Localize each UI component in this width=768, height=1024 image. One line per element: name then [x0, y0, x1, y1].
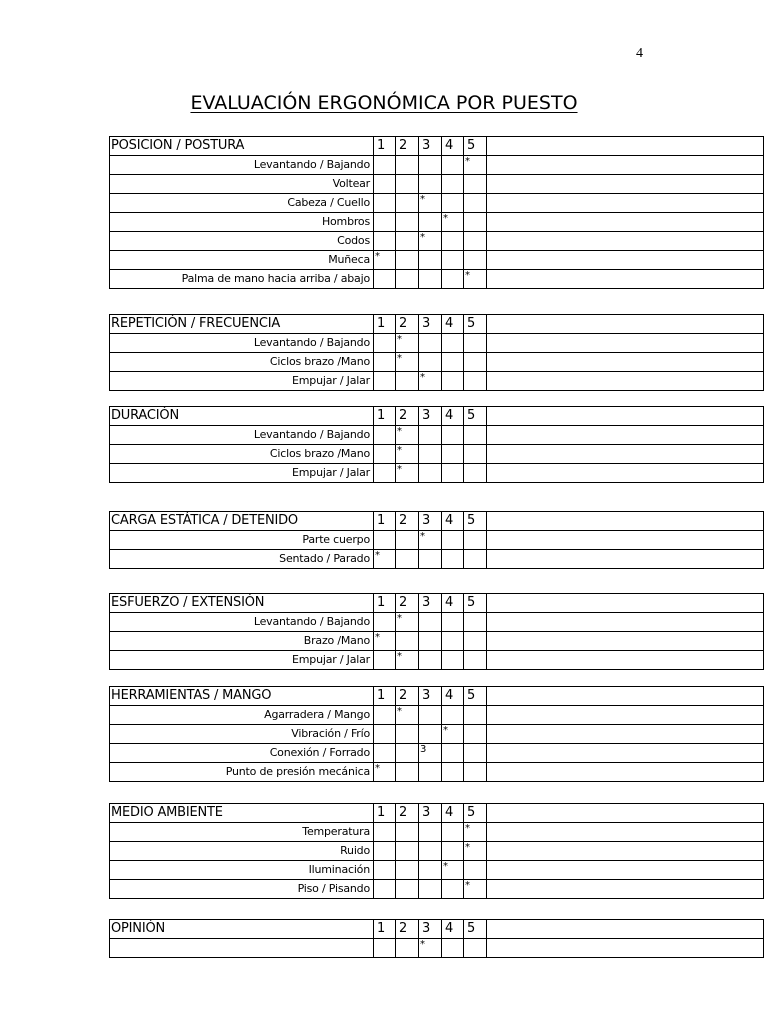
rating-cell-1 [374, 426, 396, 445]
section-title: DURACIÓN [110, 407, 374, 426]
notes-cell [487, 880, 764, 899]
rating-cell-5 [464, 372, 487, 391]
rating-cell-1 [374, 939, 396, 958]
notes-cell [487, 744, 764, 763]
rating-cell-1: * [374, 550, 396, 569]
rating-cell-1 [374, 372, 396, 391]
table-row [110, 613, 764, 632]
table-row [110, 550, 764, 569]
rating-cell-5: * [464, 270, 487, 289]
item-label: Levantando / Bajando [110, 334, 374, 353]
rating-cell-4 [442, 651, 464, 670]
scale-header-4: 4 [442, 407, 464, 426]
rating-cell-1 [374, 613, 396, 632]
rating-cell-1 [374, 194, 396, 213]
rating-cell-2 [396, 531, 419, 550]
rating-cell-5 [464, 232, 487, 251]
notes-cell [487, 251, 764, 270]
rating-cell-1 [374, 175, 396, 194]
notes-cell [487, 725, 764, 744]
scale-header-1: 1 [374, 512, 396, 531]
rating-cell-5 [464, 194, 487, 213]
table-row [110, 464, 764, 483]
section-table [109, 314, 764, 391]
item-label: Temperatura [110, 823, 374, 842]
scale-header-3: 3 [419, 804, 442, 823]
rating-cell-4 [442, 613, 464, 632]
rating-cell-3: 3 [419, 744, 442, 763]
rating-cell-3 [419, 550, 442, 569]
rating-cell-2 [396, 744, 419, 763]
item-label: Agarradera / Mango [110, 706, 374, 725]
notes-cell [487, 315, 764, 334]
rating-cell-3 [419, 156, 442, 175]
item-label: Hombros [110, 213, 374, 232]
rating-cell-4 [442, 372, 464, 391]
rating-cell-3 [419, 842, 442, 861]
rating-cell-3 [419, 651, 442, 670]
table-row [110, 880, 764, 899]
scale-header-1: 1 [374, 804, 396, 823]
item-label: Sentado / Parado [110, 550, 374, 569]
rating-cell-2 [396, 156, 419, 175]
scale-header-4: 4 [442, 804, 464, 823]
notes-cell [487, 939, 764, 958]
rating-cell-1 [374, 880, 396, 899]
rating-cell-5 [464, 251, 487, 270]
scale-header-3: 3 [419, 594, 442, 613]
scale-header-4: 4 [442, 137, 464, 156]
table-row [110, 823, 764, 842]
notes-cell [487, 353, 764, 372]
table-row [110, 372, 764, 391]
rating-cell-2 [396, 823, 419, 842]
notes-cell [487, 156, 764, 175]
rating-cell-1 [374, 213, 396, 232]
rating-cell-5 [464, 763, 487, 782]
notes-cell [487, 531, 764, 550]
scale-header-2: 2 [396, 137, 419, 156]
item-label: Levantando / Bajando [110, 156, 374, 175]
rating-cell-3 [419, 353, 442, 372]
notes-cell [487, 842, 764, 861]
section-header-row [110, 687, 764, 706]
rating-cell-4 [442, 232, 464, 251]
scale-header-5: 5 [464, 137, 487, 156]
notes-cell [487, 372, 764, 391]
rating-cell-2 [396, 194, 419, 213]
scale-header-5: 5 [464, 315, 487, 334]
rating-cell-2 [396, 861, 419, 880]
rating-cell-4 [442, 445, 464, 464]
rating-cell-2 [396, 175, 419, 194]
rating-cell-3 [419, 175, 442, 194]
scale-header-3: 3 [419, 512, 442, 531]
rating-cell-3 [419, 880, 442, 899]
rating-cell-3 [419, 334, 442, 353]
section-header-row [110, 804, 764, 823]
rating-cell-3 [419, 464, 442, 483]
scale-header-2: 2 [396, 407, 419, 426]
rating-cell-5 [464, 939, 487, 958]
rating-cell-2: * [396, 353, 419, 372]
rating-cell-2: * [396, 334, 419, 353]
rating-cell-5 [464, 861, 487, 880]
rating-cell-2: * [396, 445, 419, 464]
rating-cell-2 [396, 842, 419, 861]
item-label: Punto de presión mecánica [110, 763, 374, 782]
section-title: ESFUERZO / EXTENSIÓN [110, 594, 374, 613]
section-title: OPINIÓN [110, 920, 374, 939]
rating-cell-1: * [374, 251, 396, 270]
table-row [110, 426, 764, 445]
rating-cell-2 [396, 725, 419, 744]
table-row [110, 334, 764, 353]
item-label: Palma de mano hacia arriba / abajo [110, 270, 374, 289]
rating-cell-3 [419, 426, 442, 445]
notes-cell [487, 687, 764, 706]
rating-cell-4 [442, 706, 464, 725]
rating-cell-4: * [442, 213, 464, 232]
section-table [109, 919, 764, 958]
scale-header-4: 4 [442, 920, 464, 939]
rating-cell-4 [442, 353, 464, 372]
rating-cell-3 [419, 632, 442, 651]
rating-cell-2 [396, 251, 419, 270]
table-row [110, 270, 764, 289]
rating-cell-3: * [419, 232, 442, 251]
rating-cell-4 [442, 744, 464, 763]
section-header-row [110, 594, 764, 613]
notes-cell [487, 213, 764, 232]
rating-cell-2 [396, 213, 419, 232]
rating-cell-5 [464, 426, 487, 445]
item-label: Conexión / Forrado [110, 744, 374, 763]
notes-cell [487, 763, 764, 782]
notes-cell [487, 613, 764, 632]
scale-header-1: 1 [374, 315, 396, 334]
scale-header-2: 2 [396, 315, 419, 334]
notes-cell [487, 594, 764, 613]
rating-cell-1 [374, 232, 396, 251]
section-header-row [110, 407, 764, 426]
table-row [110, 939, 764, 958]
table-row [110, 194, 764, 213]
section-title: CARGA ESTÁTICA / DETENIDO [110, 512, 374, 531]
rating-cell-1 [374, 842, 396, 861]
scale-header-5: 5 [464, 594, 487, 613]
section-table [109, 511, 764, 569]
rating-cell-4 [442, 194, 464, 213]
rating-cell-5 [464, 550, 487, 569]
rating-cell-5 [464, 706, 487, 725]
item-label: Brazo /Mano [110, 632, 374, 651]
item-label: Ciclos brazo /Mano [110, 445, 374, 464]
rating-cell-2 [396, 270, 419, 289]
scale-header-1: 1 [374, 137, 396, 156]
rating-cell-1 [374, 445, 396, 464]
rating-cell-4: * [442, 861, 464, 880]
rating-cell-4 [442, 880, 464, 899]
table-row [110, 232, 764, 251]
item-label: Vibración / Frío [110, 725, 374, 744]
scale-header-2: 2 [396, 920, 419, 939]
rating-cell-1 [374, 725, 396, 744]
item-label: Iluminación [110, 861, 374, 880]
rating-cell-1: * [374, 763, 396, 782]
notes-cell [487, 270, 764, 289]
rating-cell-5 [464, 213, 487, 232]
rating-cell-5 [464, 464, 487, 483]
section-table [109, 803, 764, 899]
item-label: Cabeza / Cuello [110, 194, 374, 213]
scale-header-2: 2 [396, 512, 419, 531]
rating-cell-3 [419, 725, 442, 744]
rating-cell-3 [419, 270, 442, 289]
scale-header-5: 5 [464, 804, 487, 823]
rating-cell-2 [396, 632, 419, 651]
rating-cell-2 [396, 550, 419, 569]
rating-cell-1 [374, 353, 396, 372]
rating-cell-5: * [464, 156, 487, 175]
section-table [109, 136, 764, 289]
table-row [110, 632, 764, 651]
scale-header-2: 2 [396, 594, 419, 613]
notes-cell [487, 334, 764, 353]
rating-cell-4 [442, 632, 464, 651]
document-title: EVALUACIÓN ERGONÓMICA POR PUESTO [190, 92, 578, 114]
notes-cell [487, 232, 764, 251]
notes-cell [487, 464, 764, 483]
rating-cell-2: * [396, 706, 419, 725]
section-title: MEDIO AMBIENTE [110, 804, 374, 823]
rating-cell-5 [464, 651, 487, 670]
item-label: Muñeca [110, 251, 374, 270]
rating-cell-2: * [396, 613, 419, 632]
rating-cell-5: * [464, 823, 487, 842]
rating-cell-3 [419, 823, 442, 842]
section-header-row [110, 137, 764, 156]
rating-cell-4 [442, 251, 464, 270]
rating-cell-1 [374, 744, 396, 763]
scale-header-4: 4 [442, 594, 464, 613]
page-number: 4 [636, 46, 643, 61]
rating-cell-4 [442, 842, 464, 861]
notes-cell [487, 706, 764, 725]
rating-cell-1 [374, 651, 396, 670]
rating-cell-1 [374, 531, 396, 550]
scale-header-5: 5 [464, 687, 487, 706]
rating-cell-4: * [442, 725, 464, 744]
table-row [110, 156, 764, 175]
item-label: Voltear [110, 175, 374, 194]
notes-cell [487, 804, 764, 823]
rating-cell-2: * [396, 464, 419, 483]
item-label: Piso / Pisando [110, 880, 374, 899]
rating-cell-3 [419, 763, 442, 782]
rating-cell-2: * [396, 651, 419, 670]
scale-header-1: 1 [374, 594, 396, 613]
table-row [110, 744, 764, 763]
rating-cell-4 [442, 175, 464, 194]
notes-cell [487, 861, 764, 880]
table-row [110, 175, 764, 194]
section-header-row [110, 920, 764, 939]
rating-cell-1 [374, 334, 396, 353]
rating-cell-5 [464, 725, 487, 744]
rating-cell-4 [442, 823, 464, 842]
rating-cell-1 [374, 270, 396, 289]
notes-cell [487, 512, 764, 531]
rating-cell-4 [442, 939, 464, 958]
notes-cell [487, 445, 764, 464]
scale-header-4: 4 [442, 512, 464, 531]
rating-cell-4 [442, 464, 464, 483]
item-label: Empujar / Jalar [110, 372, 374, 391]
scale-header-4: 4 [442, 687, 464, 706]
rating-cell-3: * [419, 531, 442, 550]
section-header-row [110, 512, 764, 531]
rating-cell-5: * [464, 842, 487, 861]
notes-cell [487, 651, 764, 670]
rating-cell-5 [464, 632, 487, 651]
notes-cell [487, 175, 764, 194]
table-row [110, 531, 764, 550]
rating-cell-2 [396, 232, 419, 251]
notes-cell [487, 426, 764, 445]
rating-cell-1 [374, 156, 396, 175]
table-row [110, 353, 764, 372]
rating-cell-4 [442, 270, 464, 289]
section-table [109, 593, 764, 670]
notes-cell [487, 194, 764, 213]
rating-cell-3 [419, 613, 442, 632]
table-row [110, 861, 764, 880]
rating-cell-5 [464, 175, 487, 194]
rating-cell-3 [419, 213, 442, 232]
rating-cell-1 [374, 706, 396, 725]
rating-cell-3: * [419, 372, 442, 391]
rating-cell-5 [464, 445, 487, 464]
rating-cell-4 [442, 550, 464, 569]
rating-cell-5 [464, 531, 487, 550]
rating-cell-4 [442, 426, 464, 445]
rating-cell-1 [374, 861, 396, 880]
rating-cell-5 [464, 353, 487, 372]
table-row [110, 445, 764, 464]
scale-header-5: 5 [464, 920, 487, 939]
table-row [110, 763, 764, 782]
item-label: Codos [110, 232, 374, 251]
rating-cell-4 [442, 156, 464, 175]
item-label: Ciclos brazo /Mano [110, 353, 374, 372]
notes-cell [487, 920, 764, 939]
rating-cell-3: * [419, 194, 442, 213]
item-label: Ruido [110, 842, 374, 861]
scale-header-5: 5 [464, 407, 487, 426]
notes-cell [487, 823, 764, 842]
item-label: Parte cuerpo [110, 531, 374, 550]
scale-header-2: 2 [396, 687, 419, 706]
scale-header-3: 3 [419, 315, 442, 334]
table-row [110, 251, 764, 270]
section-title: POSICION / POSTURA [110, 137, 374, 156]
scale-header-2: 2 [396, 804, 419, 823]
rating-cell-2 [396, 939, 419, 958]
rating-cell-5 [464, 613, 487, 632]
table-row [110, 651, 764, 670]
notes-cell [487, 550, 764, 569]
table-row [110, 725, 764, 744]
scale-header-3: 3 [419, 137, 442, 156]
notes-cell [487, 632, 764, 651]
rating-cell-3 [419, 861, 442, 880]
rating-cell-2 [396, 880, 419, 899]
scale-header-3: 3 [419, 687, 442, 706]
rating-cell-5 [464, 744, 487, 763]
scale-header-1: 1 [374, 407, 396, 426]
rating-cell-1 [374, 464, 396, 483]
rating-cell-4 [442, 763, 464, 782]
rating-cell-3 [419, 251, 442, 270]
item-label: Levantando / Bajando [110, 426, 374, 445]
rating-cell-2 [396, 763, 419, 782]
rating-cell-5: * [464, 880, 487, 899]
item-label: Empujar / Jalar [110, 464, 374, 483]
rating-cell-4 [442, 531, 464, 550]
rating-cell-3 [419, 445, 442, 464]
scale-header-3: 3 [419, 407, 442, 426]
section-title: HERRAMIENTAS / MANGO [110, 687, 374, 706]
section-header-row [110, 315, 764, 334]
rating-cell-2 [396, 372, 419, 391]
section-table [109, 686, 764, 782]
table-row [110, 213, 764, 232]
notes-cell [487, 407, 764, 426]
scale-header-1: 1 [374, 687, 396, 706]
rating-cell-4 [442, 334, 464, 353]
table-row [110, 842, 764, 861]
section-title: REPETICIÓN / FRECUENCIA [110, 315, 374, 334]
rating-cell-5 [464, 334, 487, 353]
scale-header-4: 4 [442, 315, 464, 334]
rating-cell-3 [419, 706, 442, 725]
section-table [109, 406, 764, 483]
scale-header-5: 5 [464, 512, 487, 531]
item-label [110, 939, 374, 958]
item-label: Levantando / Bajando [110, 613, 374, 632]
rating-cell-2: * [396, 426, 419, 445]
table-row [110, 706, 764, 725]
scale-header-3: 3 [419, 920, 442, 939]
rating-cell-1 [374, 823, 396, 842]
rating-cell-1: * [374, 632, 396, 651]
scale-header-1: 1 [374, 920, 396, 939]
rating-cell-3: * [419, 939, 442, 958]
notes-cell [487, 137, 764, 156]
item-label: Empujar / Jalar [110, 651, 374, 670]
